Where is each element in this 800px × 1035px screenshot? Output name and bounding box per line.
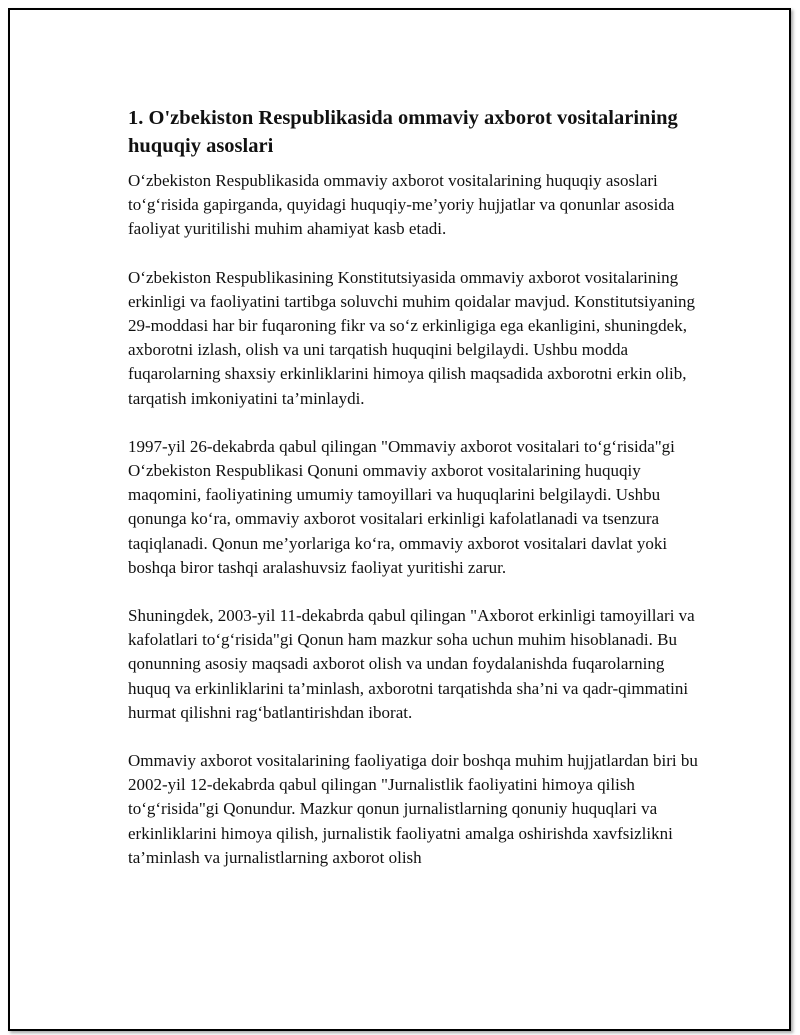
section-heading: 1. O'zbekiston Respublikasida ommaviy axborot vositalarining huquqiy asoslari (128, 107, 678, 157)
paragraph-constitution: O‘zbekiston Respublikasining Konstitutsiyasida ommaviy axborot vositalarining erkinligi va faoliyatini tartibga soluvchi muhim qoidalar mavjud. Konstitutsiyaning 29-moddasi har bir fuqaroning fikr va so‘z erkinligiga ega ekanligini, shuningdek, axborotni izlash, olish va uni tarqatish huquqini belgilaydi. Ushbu modda fuqarolarning shaxsiy erkinliklarini himoya qilish maqsadida axborotni erkin olib, tarqatish imkoniyatini ta’minlaydi. (128, 267, 696, 408)
paragraph-mass-media-law: 1997-yil 26-dekabrda qabul qilingan "Ommaviy axborot vositalari to‘g‘risida"gi O‘zbekiston Respublikasi Qonuni ommaviy axborot vositalarining huquqiy maqomini, faoliyatining umumiy tamoyillari va huquqlarini belgilaydi. Ushbu qonunga ko‘ra, ommaviy axborot vositalari erkinligi kafolatlanadi va tsenzura taqiqlanadi. Qonun me’yorlariga ko‘ra, ommaviy axborot vositalari davlat yoki boshqa biror tashqi aralashuvsiz faoliyat yuritishi zarur. (128, 436, 675, 577)
paragraph-freedom-of-information-law: Shuningdek, 2003-yil 11-dekabrda qabul qilingan "Axborot erkinligi tamoyillari va kafolatlari to‘g‘risida"gi Qonun ham mazkur soha uchun muhim hisoblanadi. Bu qonunning asosiy maqsadi axborot olish va undan foydalanishda fuqarolarning huquq va erkinliklarini ta’minlash, axborotni tarqatishda sha’ni va qadr-qimmatini hurmat qilishni rag‘batlantirishdan iborat. (128, 606, 695, 722)
document-page (8, 8, 791, 1031)
paragraph-journalism-protection-law: Ommaviy axborot vositalarining faoliyatiga doir boshqa muhim hujjatlardan biri bu 2002-yil 12-dekabrda qabul qilingan "Jurnalistlik faoliyatini himoya qilish to‘g‘risida"gi Qonundur. Mazkur qonun jurnalistlarning qonuniy huquqlari va erkinliklarini himoya qilish, jurnalistik faoliyatni amalga oshirishda xavfsizlikni ta’minlash va jurnalistlarning axborot olish (128, 751, 698, 867)
document-body (128, 104, 698, 894)
paragraph-intro: O‘zbekiston Respublikasida ommaviy axborot vositalarining huquqiy asoslari to‘g‘risida gapirganda, quyidagi huquqiy-me’yoriy hujjatlar va qonunlar asosida faoliyat yuritilishi muhim ahamiyat kasb etadi. (128, 171, 675, 239)
